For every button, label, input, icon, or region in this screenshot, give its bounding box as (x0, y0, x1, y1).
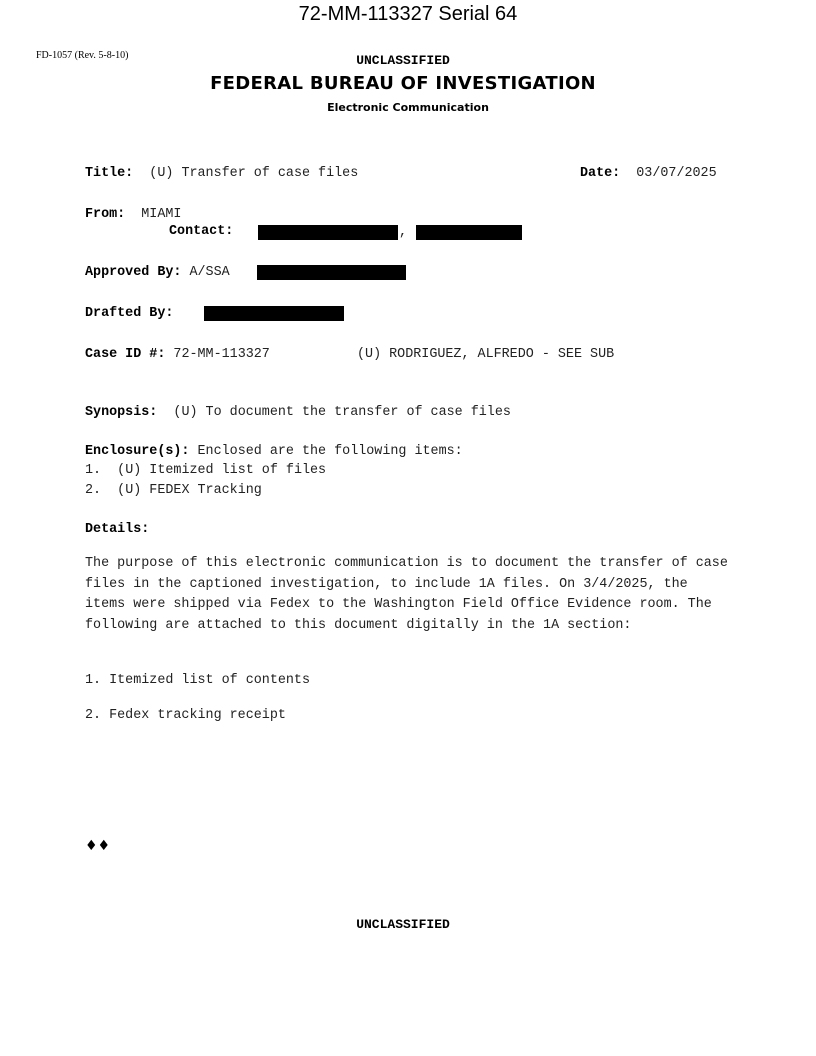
case-id-field (85, 347, 270, 363)
date-value: 03/07/2025 (636, 166, 717, 181)
contact-field (169, 224, 233, 240)
approved-field (85, 265, 230, 281)
title-value: (U) Transfer of case files (149, 166, 359, 181)
enclosure-item (85, 463, 326, 479)
enclosure-value: Enclosed are the following items: (197, 444, 463, 459)
title-label: Title: (85, 166, 134, 181)
redaction-contact-1 (258, 225, 398, 240)
approved-label: Approved By: (85, 265, 182, 280)
form-number: FD-1057 (Rev. 5-8-10) (36, 50, 129, 61)
document-type: Electronic Communication (327, 101, 489, 114)
redaction-drafter (204, 306, 344, 321)
date-label: Date: (580, 166, 621, 181)
synopsis-value: (U) To document the transfer of case files (173, 405, 511, 420)
redaction-contact-2 (416, 225, 522, 240)
classification-footer: UNCLASSIFIED (356, 917, 450, 932)
approved-value: A/SSA (189, 265, 230, 280)
details-item: 1. Itemized list of contents (85, 673, 310, 688)
contact-separator: , (399, 225, 408, 240)
from-label: From: (85, 207, 126, 222)
redaction-approver (257, 265, 406, 280)
title-field (85, 166, 358, 182)
from-value: MIAMI (141, 207, 182, 222)
agency-title: FEDERAL BUREAU OF INVESTIGATION (210, 73, 596, 94)
case-id-label: Case ID #: (85, 347, 166, 362)
details-label: Details: (85, 522, 150, 537)
enclosure-field (85, 444, 463, 460)
case-caption: (U) RODRIGUEZ, ALFREDO - SEE SUB (357, 347, 615, 362)
diamond-marks: ♦♦ (85, 838, 111, 854)
details-paragraph: The purpose of this electronic communication is to document the transfer of case files in the captioned investigation, to include 1A files. On 3/4/2025, the items were shipped via Fedex to the Washington Field Office Evidence room. The following are attached to this document digitally in the 1A section: (85, 556, 728, 633)
contact-label: Contact: (169, 224, 234, 239)
serial-line: 72-MM-113327 Serial 64 (298, 3, 518, 25)
case-id-value: 72-MM-113327 (173, 347, 270, 362)
details-item: 2. Fedex tracking receipt (85, 708, 286, 723)
classification-header: UNCLASSIFIED (356, 53, 450, 68)
enclosure-label: Enclosure(s): (85, 444, 190, 459)
enclosure-num: 1. (85, 463, 102, 478)
enclosure-item (85, 483, 262, 499)
drafted-field (85, 306, 173, 322)
enclosure-text: (U) FEDEX Tracking (117, 483, 262, 498)
date-field (580, 166, 717, 182)
enclosure-text: (U) Itemized list of files (117, 463, 327, 478)
from-field (85, 207, 181, 223)
synopsis-label: Synopsis: (85, 405, 158, 420)
drafted-label: Drafted By: (85, 306, 174, 321)
synopsis-field (85, 405, 511, 421)
enclosure-num: 2. (85, 483, 102, 498)
